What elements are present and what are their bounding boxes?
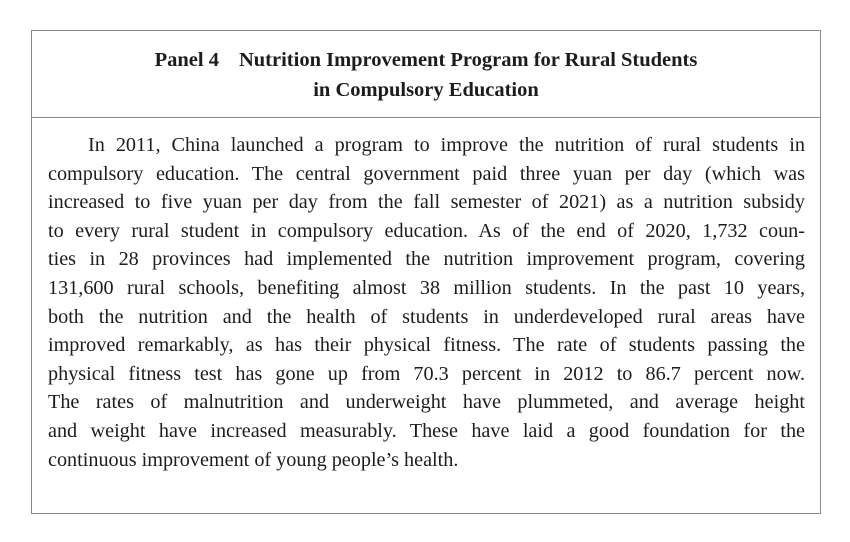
panel-box	[31, 30, 821, 514]
panel-title-line-1	[155, 45, 698, 75]
body-line-12: continuous improvement of young people’s health.	[48, 448, 459, 471]
body-line-7: both the nutrition and the health of students in underdeveloped rural areas have	[48, 305, 805, 328]
body-line-2: compulsory education. The central government paid three yuan per day (which was	[48, 162, 805, 185]
body-line-3: increased to five yuan per day from the fall semester of 2021) as a nutrition subsidy	[48, 191, 805, 214]
body-line-5: ties in 28 provinces had implemented the nutrition improvement program, covering	[48, 248, 805, 271]
panel-label: Panel 4	[154, 49, 219, 71]
panel-title-line-2: in Compulsory Education	[313, 79, 539, 101]
body-line-8: improved remarkably, as has their physical fitness. The rate of students passing the	[48, 334, 805, 357]
body-line-9: physical fitness test has gone up from 70.3 percent in 2012 to 86.7 percent now.	[48, 362, 805, 385]
panel-title-text: Nutrition Improvement Program for Rural Students	[238, 49, 698, 71]
body-line-11: and weight have increased measurably. These have laid a good foundation for the	[48, 419, 805, 442]
body-line-6: 131,600 rural schools, benefiting almost 38 million students. In the past 10 years,	[48, 276, 805, 299]
body-line-10: The rates of malnutrition and underweight have plummeted, and average height	[48, 391, 805, 414]
body-line-4: to every rural student in compulsory education. As of the end of 2020, 1,732 coun-	[48, 219, 805, 242]
body-line-1: In 2011, China launched a program to improve the nutrition of rural students in	[88, 134, 805, 156]
panel-header	[32, 31, 820, 118]
panel-body	[48, 131, 805, 474]
